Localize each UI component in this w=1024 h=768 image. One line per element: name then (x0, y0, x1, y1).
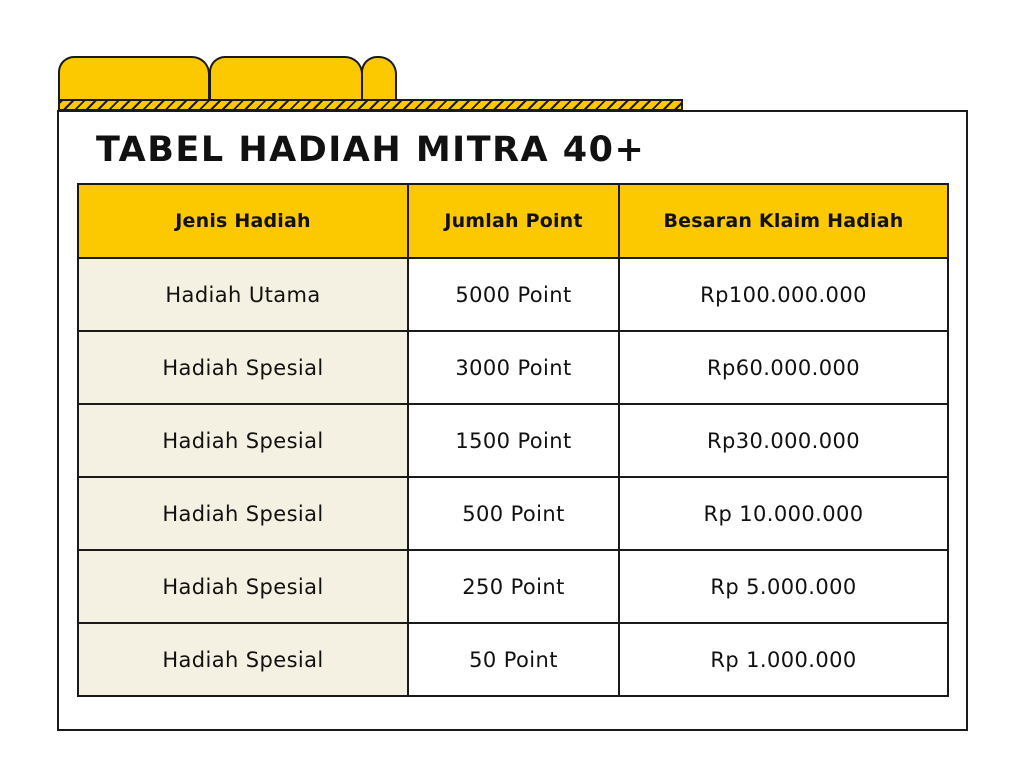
table-row (78, 550, 948, 623)
table-row (78, 258, 948, 331)
cell-jenis-hadiah: Hadiah Spesial (78, 477, 408, 550)
cell-jumlah-point: 5000 Point (408, 258, 619, 331)
cell-jumlah-point: 3000 Point (408, 331, 619, 404)
cell-besaran-klaim: Rp30.000.000 (619, 404, 948, 477)
cell-besaran-klaim: Rp 5.000.000 (619, 550, 948, 623)
cell-jumlah-point: 250 Point (408, 550, 619, 623)
folder-tab-1 (58, 56, 210, 102)
header-besaran-klaim: Besaran Klaim Hadiah (619, 184, 948, 258)
table-row (78, 623, 948, 696)
reward-table (77, 183, 949, 697)
table-row (78, 331, 948, 404)
cell-jumlah-point: 500 Point (408, 477, 619, 550)
header-jenis-hadiah: Jenis Hadiah (78, 184, 408, 258)
cell-jenis-hadiah: Hadiah Spesial (78, 404, 408, 477)
cell-jenis-hadiah: Hadiah Spesial (78, 331, 408, 404)
cell-jenis-hadiah: Hadiah Spesial (78, 550, 408, 623)
cell-besaran-klaim: Rp100.000.000 (619, 258, 948, 331)
folder-tab-3 (361, 56, 397, 102)
cell-besaran-klaim: Rp 1.000.000 (619, 623, 948, 696)
table-row (78, 477, 948, 550)
table-header-row (78, 184, 948, 258)
cell-jumlah-point: 50 Point (408, 623, 619, 696)
cell-jenis-hadiah: Hadiah Utama (78, 258, 408, 331)
folder-tab-2 (209, 56, 363, 102)
header-jumlah-point: Jumlah Point (408, 184, 619, 258)
cell-besaran-klaim: Rp60.000.000 (619, 331, 948, 404)
page-title: TABEL HADIAH MITRA 40+ (96, 130, 646, 170)
cell-jenis-hadiah: Hadiah Spesial (78, 623, 408, 696)
cell-jumlah-point: 1500 Point (408, 404, 619, 477)
table-row (78, 404, 948, 477)
cell-besaran-klaim: Rp 10.000.000 (619, 477, 948, 550)
